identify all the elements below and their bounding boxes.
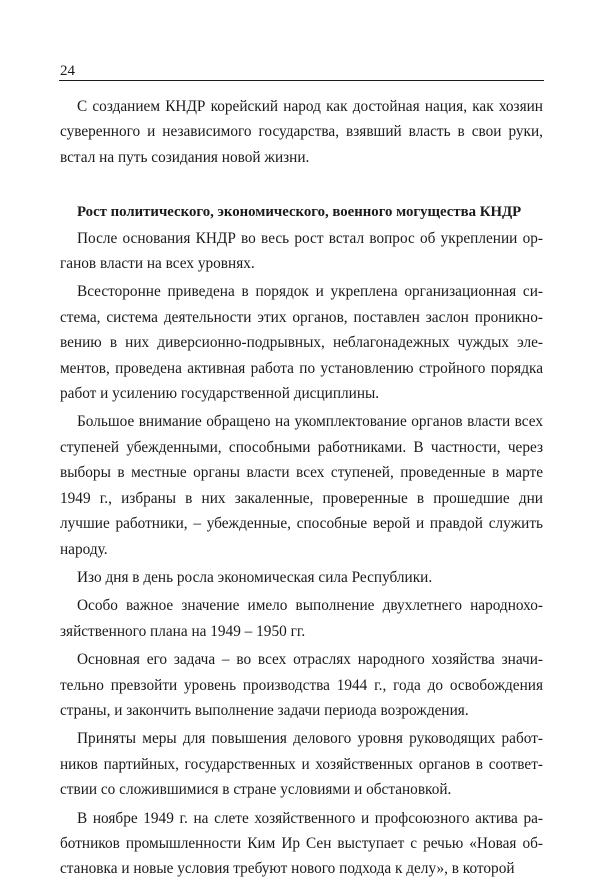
paragraph: В ноябре 1949 г. на слете хозяйственного и профсоюзного актива работников промышленности Ким Ир Сен выступает с речью «Новая обстановка и новые условия требуют нового подхода к делу», в которой — [60, 809, 543, 878]
paragraph: Основная его задача – во всех отраслях народного хозяйства значительно превзойти уровень производства 1944 г., года до освобождения страны, и закончить выполнение задачи периода возрождения. — [60, 651, 543, 719]
intro-paragraph: С созданием КНДР корейский народ как достойная нация, как хозяин суверенного и независимого государства, взявший власть в свои руки, встал на путь созидания новой жизни. — [60, 98, 543, 166]
paragraph: Приняты меры для повышения делового уровня руководящих работников партийных, государственных и хозяйственных органов в соответствии со сложившимися в стране условиями и обстановкой. — [60, 730, 543, 799]
paragraph: После основания КНДР во весь рост встал вопрос об укреплении органов власти на всех уровнях. — [60, 229, 543, 273]
paragraph: Всесторонне приведена в порядок и укреплена организационная система, система деятельности этих органов, поставлен заслон проникновению в них диверсионно-подрывных, неблагонадежных чуждых элементов, проведена активная работа по установлению стройного порядка работ и усилению государственной дисциплины. — [60, 283, 543, 403]
paragraph: Особо важное значение имело выполнение двухлетнего народнохозяйственного плана на 1949 – 1950 гг. — [60, 597, 543, 640]
page-number: 24 — [60, 63, 75, 79]
paragraph: Изо дня в день росла экономическая сила Республики. — [77, 568, 433, 586]
paragraph: Большое внимание обращено на укомплектование органов власти всех ступеней убежденными, способными работниками. В частности, через выборы в местные органы власти всех ступеней, проведенные в марте 1949 г., избраны в них закаленные, проверенные в прошедшие дни лучшие работники, – убежденные, способные верой и правдой служить народу. — [60, 413, 543, 558]
header-rule — [59, 80, 544, 81]
section-heading: Рост политического, экономического, военного могущества КНДР — [77, 204, 522, 221]
body-text — [60, 94, 543, 885]
